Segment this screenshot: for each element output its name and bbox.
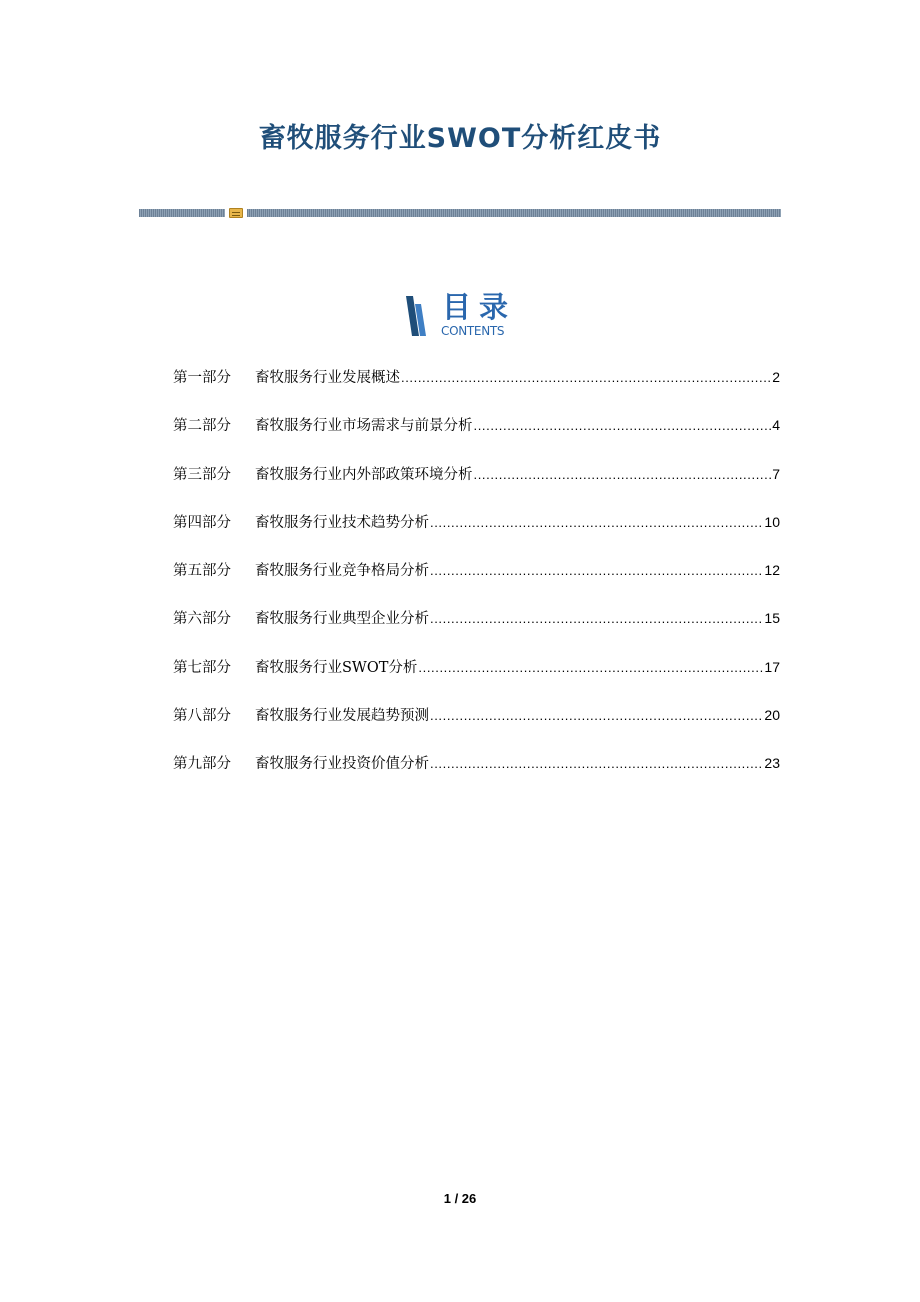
toc-entry-page: 17	[764, 658, 780, 675]
toc-entry-title: 畜牧服务行业投资价值分析	[255, 756, 429, 773]
toc-entry[interactable]	[173, 607, 780, 655]
toc-entry[interactable]	[173, 656, 780, 704]
toc-entry[interactable]	[173, 704, 780, 752]
toc-entry-page: 7	[772, 465, 780, 482]
toc-entry-title: 畜牧服务行业发展概述	[255, 370, 400, 386]
toc-entry-part: 第五部分	[173, 563, 231, 580]
toc-entry-part: 第七部分	[173, 659, 231, 676]
divider-bar-left	[139, 209, 225, 217]
toc-list	[173, 366, 780, 801]
divider-ornament-icon	[229, 208, 243, 218]
page-number: 1 / 26	[443, 1191, 477, 1206]
toc-entry-leader	[401, 370, 771, 385]
toc-entry-page: 12	[764, 562, 780, 579]
toc-entry[interactable]	[173, 463, 780, 511]
divider-bar-right	[247, 209, 781, 217]
toc-entry-part: 第二部分	[173, 418, 231, 435]
header-divider	[139, 208, 781, 218]
toc-entry[interactable]	[173, 559, 780, 607]
toc-entry-part: 第四部分	[173, 514, 231, 531]
toc-entry-leader	[418, 660, 763, 675]
toc-entry-title: 畜牧服务行业发展趋势预测	[255, 708, 429, 725]
toc-entry-page: 2	[772, 369, 780, 385]
toc-entry-title: 畜牧服务行业市场需求与前景分析	[255, 418, 473, 435]
toc-entry-leader	[430, 756, 763, 771]
toc-entry-leader	[430, 563, 763, 578]
toc-entry-part: 第一部分	[173, 370, 231, 386]
toc-entry-page: 23	[764, 755, 780, 772]
toc-entry-part: 第六部分	[173, 611, 231, 628]
toc-heading: 目录	[442, 290, 517, 324]
toc-entry-title: 畜牧服务行业SWOT分析	[255, 659, 418, 676]
toc-entry-leader	[430, 515, 763, 530]
toc-header	[404, 290, 534, 339]
toc-entry-page: 20	[764, 707, 780, 724]
toc-entry-leader	[474, 467, 772, 482]
toc-entry-title: 畜牧服务行业内外部政策环境分析	[255, 466, 473, 483]
page-title: 畜牧服务行业SWOT分析红皮书	[258, 123, 662, 154]
toc-logo-icon	[404, 294, 432, 338]
toc-entry-part: 第八部分	[173, 708, 231, 725]
toc-entry-title: 畜牧服务行业典型企业分析	[255, 611, 429, 628]
toc-entry-part: 第九部分	[173, 756, 231, 773]
toc-entry[interactable]	[173, 366, 780, 414]
toc-entry-title: 畜牧服务行业竞争格局分析	[255, 563, 429, 580]
toc-entry-leader	[430, 708, 763, 723]
toc-entry[interactable]	[173, 511, 780, 559]
toc-subheading: CONTENTS	[441, 324, 505, 338]
toc-entry-page: 4	[772, 417, 780, 434]
toc-entry[interactable]	[173, 414, 780, 462]
toc-entry-title: 畜牧服务行业技术趋势分析	[255, 514, 429, 531]
toc-entry-leader	[430, 611, 763, 626]
toc-entry[interactable]	[173, 752, 780, 800]
toc-entry-page: 10	[764, 513, 780, 530]
toc-entry-part: 第三部分	[173, 466, 231, 483]
toc-entry-page: 15	[764, 610, 780, 627]
toc-entry-leader	[474, 418, 772, 433]
